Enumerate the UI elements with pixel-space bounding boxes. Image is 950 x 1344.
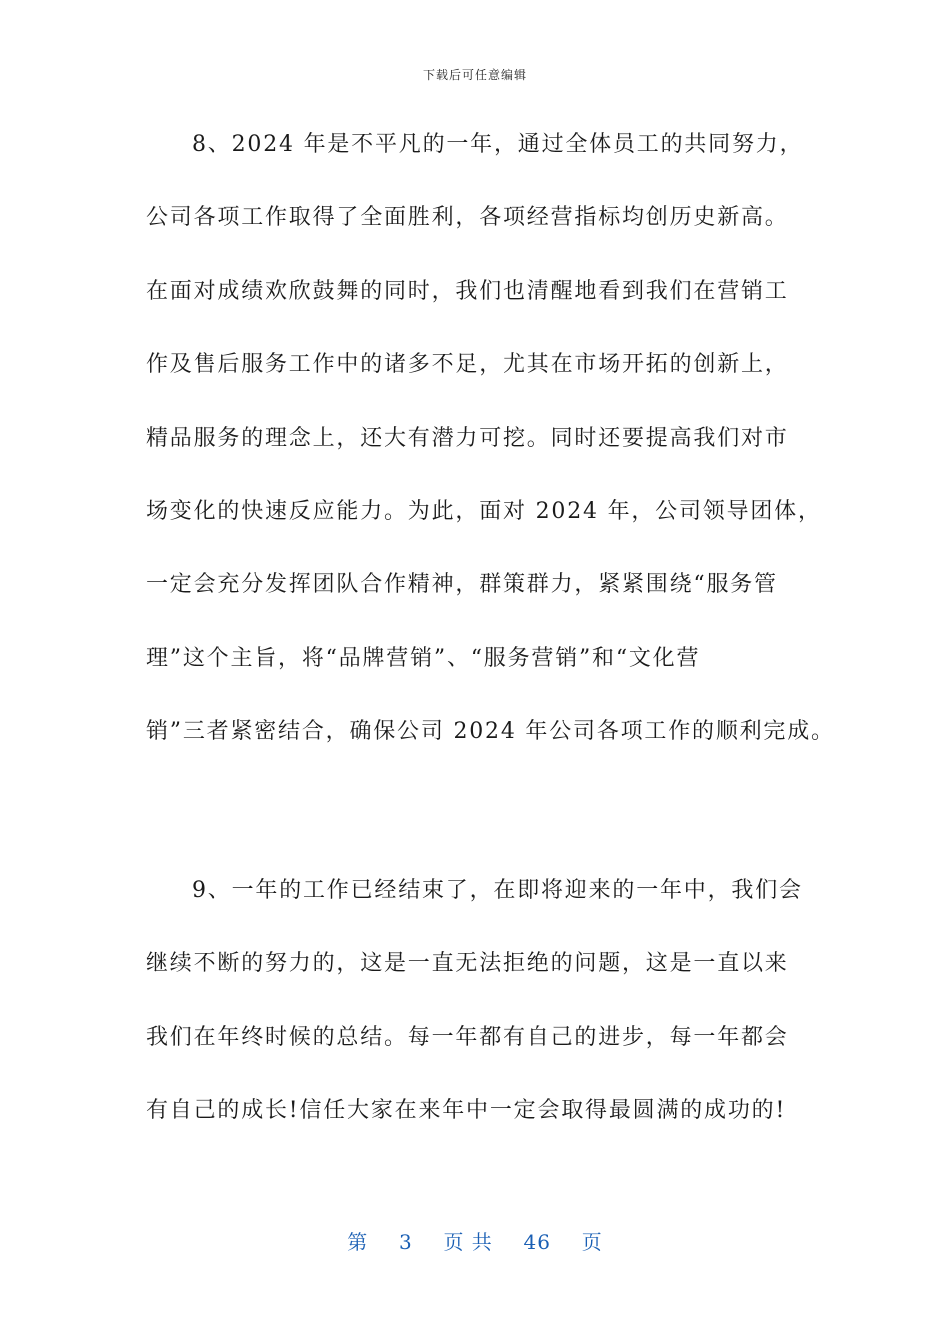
paragraph-9	[146, 876, 836, 1170]
paragraph-line: 我们在年终时候的总结。每一年都有自己的进步，每一年都会	[146, 1024, 789, 1050]
paragraph-8	[146, 130, 836, 791]
paragraph-line: 理”这个主旨，将“品牌营销”、“服务营销”和“文化营	[146, 645, 701, 671]
paragraph-line: 继续不断的努力的，这是一直无法拒绝的问题，这是一直以来	[146, 951, 789, 977]
footer-prefix: 第	[347, 1230, 369, 1254]
paragraph-line: 在面对成绩欢欣鼓舞的同时，我们也清醒地看到我们在营销工	[146, 278, 789, 304]
paragraph-line: 销”三者紧密结合，确保公司 2024 年公司各项工作的顺利完成。	[146, 719, 835, 745]
total-pages-number: 46	[523, 1230, 551, 1254]
paragraph-line: 8、2024 年是不平凡的一年，通过全体员工的共同努力，	[192, 132, 804, 157]
footer-suffix: 页	[581, 1230, 603, 1254]
header-note: 下载后可任意编辑	[422, 68, 527, 82]
page-footer	[0, 1226, 950, 1255]
paragraph-line: 有自己的成长!信任大家在来年中一定会取得最圆满的成功的!	[146, 1098, 787, 1124]
paragraph-line: 作及售后服务工作中的诸多不足，尤其在市场开拓的创新上，	[146, 352, 789, 378]
current-page-number: 3	[399, 1230, 413, 1254]
paragraph-line: 场变化的快速反应能力。为此，面对 2024 年，公司领导团体，	[146, 498, 822, 524]
paragraph-line: 精品服务的理念上，还大有潜力可挖。同时还要提高我们对市	[146, 425, 789, 451]
paragraph-line: 公司各项工作取得了全面胜利，各项经营指标均创历史新高。	[146, 205, 789, 231]
footer-middle: 页 共	[443, 1230, 493, 1254]
paragraph-line: 9、一年的工作已经结束了，在即将迎来的一年中，我们会	[192, 878, 803, 903]
paragraph-line: 一定会充分发挥团队合作精神，群策群力，紧紧围绕“服务管	[146, 572, 778, 598]
